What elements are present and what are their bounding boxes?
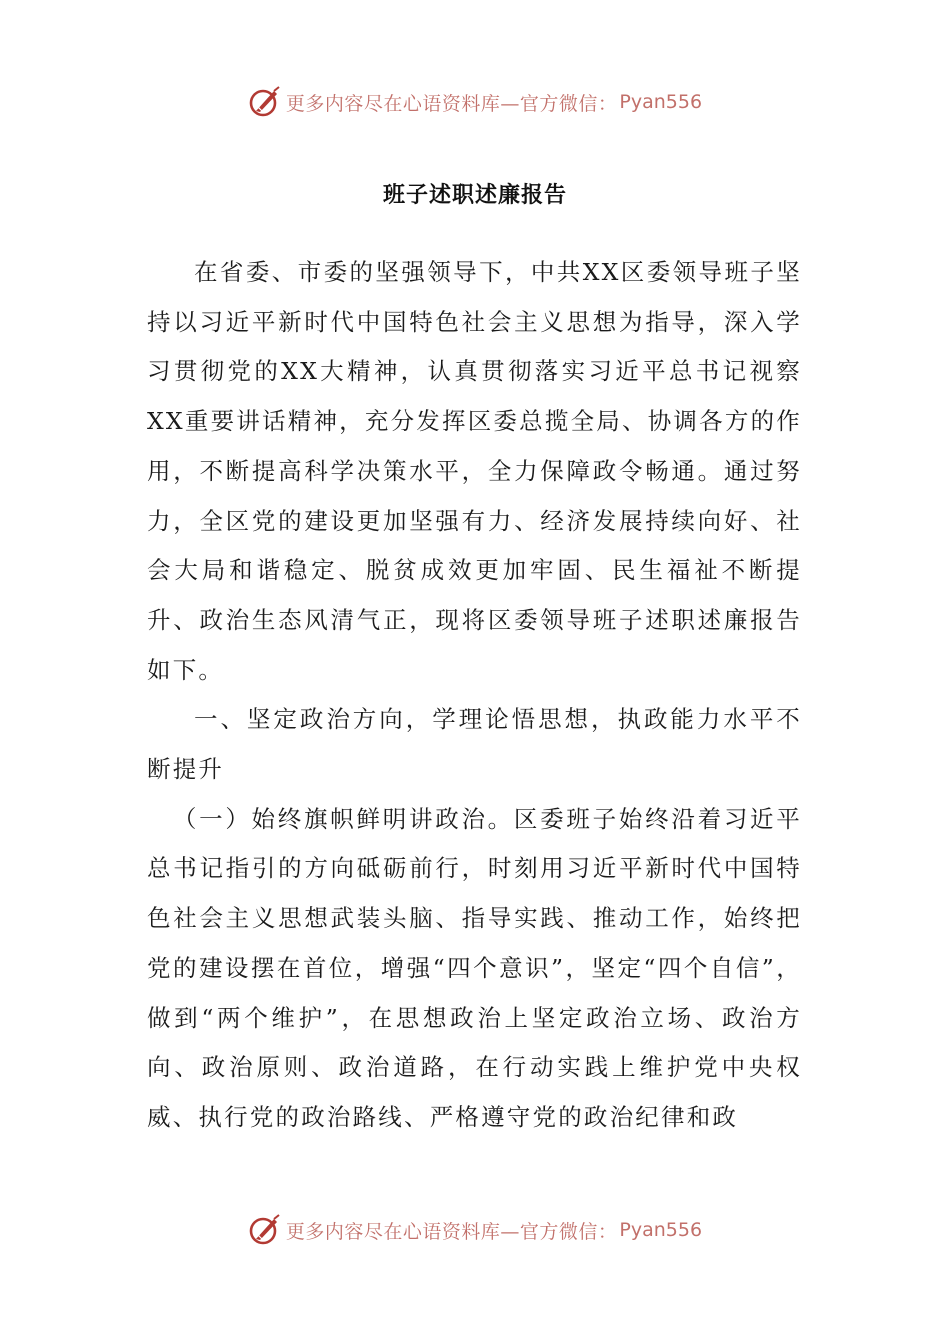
quill-pen-logo-icon [248, 1213, 282, 1247]
paragraph-subsection: （一）始终旗帜鲜明讲政治。区委班子始终沿着习近平总书记指引的方向砥砺前行，时刻用习近平新时代中国特色社会主义思想武装头脑、指导实践、推动工作，始终把党的建设摆在首位，增强“四个意识”，坚定“四个自信”，做到“两个维护”，在思想政治上坚定政治立场、政治方向、政治原则、政治道路，在行动实践上维护党中央权威、执行党的政治路线、严格遵守党的政治纪律和政 [147, 804, 802, 1131]
document-body [147, 248, 802, 1143]
document-title: 班子述职述廉报告 [382, 182, 567, 208]
section-heading: 一、坚定政治方向，学理论悟思想，执政能力水平不断提升 [147, 705, 802, 784]
quill-pen-logo-icon [248, 85, 282, 119]
wechat-id: Pyan556 [619, 91, 703, 113]
header-watermark-banner [0, 82, 950, 122]
banner-text: 更多内容尽在心语资料库—官方微信： [285, 1220, 618, 1243]
paragraph-intro: 在省委、市委的坚强领导下，中共XX区委领导班子坚持以习近平新时代中国特色社会主义思想为指导，深入学习贯彻党的XX大精神，认真贯彻落实习近平总书记视察XX重要讲话精神，充分发挥区委总揽全局、协调各方的作用，不断提高科学决策水平，全力保障政令畅通。通过努力，全区党的建设更加坚强有力、经济发展持续向好、社会大局和谐稳定、脱贫成效更加牢固、民生福祉不断提升、政治生态风清气正，现将区委领导班子述职述廉报告如下。 [147, 258, 802, 684]
footer-watermark-banner [0, 1210, 950, 1250]
banner-text: 更多内容尽在心语资料库—官方微信： [285, 92, 618, 115]
wechat-id: Pyan556 [619, 1219, 703, 1241]
